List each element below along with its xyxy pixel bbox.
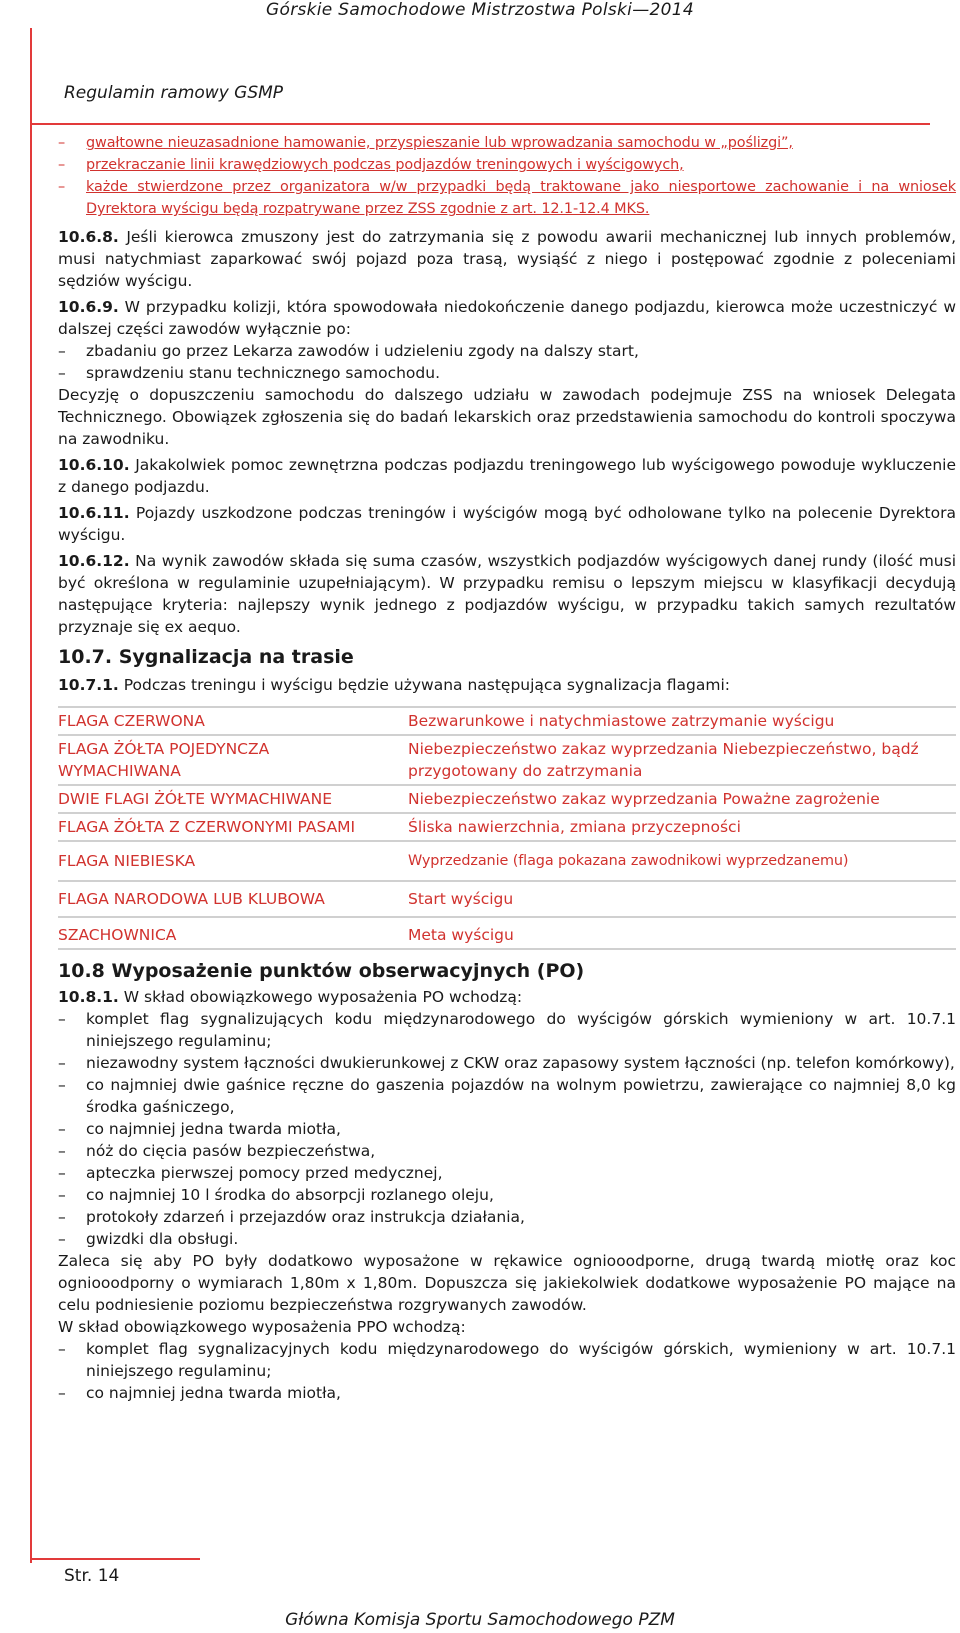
list-item-text: każde stwierdzone przez organizatora w/w przypadki będą traktowane jako niesportowe zachowanie i na wniosek Dyrektora wyścigu będą rozpatrywane przez ZSS zgodnie z art. 12.1-12.4 MKS.	[86, 179, 956, 217]
section-heading-10-7: 10.7. Sygnalizacja na trasie	[58, 646, 354, 668]
list-item-text: komplet flag sygnalizacyjnych kodu międzynarodowego do wyścigów górskich, wymieniony w art. 10.7.1 niniejszego regulaminu;	[86, 1340, 956, 1380]
list-item-text: apteczka pierwszej pomocy przed medycznej,	[86, 1164, 443, 1182]
paragraph-decision: Decyzję o dopuszczeniu samochodu do dalszego udziału w zawodach podejmuje ZSS na wniosek Delegata Technicznego. Obowiązek zgłoszenia się do badań lekarskich oraz przedstawienia samochodu do kontroli spoczywa na zawodniku.	[58, 386, 956, 448]
list-item-text: gwałtowne nieuzasadnione hamowanie, przyspieszanie lub wprowadzania samochodu w „poślizgi”,	[86, 135, 793, 151]
flag-meaning-cell: Meta wyścigu	[398, 916, 956, 950]
flag-meaning-cell: Niebezpieczeństwo zakaz wyprzedzania Poważne zagrożenie	[398, 784, 956, 812]
dash-bullet: –	[58, 1076, 66, 1094]
paragraph-text: Jakakolwiek pomoc zewnętrzna podczas podjazdu treningowego lub wyścigowego powoduje wykluczenie z danego podjazdu.	[58, 456, 956, 496]
paragraph-text: Na wynik zawodów składa się suma czasów, wszystkich podjazdów wyścigowych danej rundy (ilość musi być określona w regulaminie uzupełniającym). W przypadku remisu o lepszym miejscu w klasyfikacji decydują następujące kryteria: najlepszy wynik jednego z podjazdów wyścigu, w przypadku takich samych rezultatów przyznaje się ex aequo.	[58, 552, 956, 636]
flag-meaning-cell: Śliska nawierzchnia, zmiana przyczepności	[398, 812, 956, 840]
list-item	[58, 340, 956, 362]
list-item	[58, 176, 956, 220]
dash-bullet: –	[58, 1010, 66, 1028]
dash-bullet: –	[58, 1340, 66, 1358]
article-number: 10.6.8.	[58, 228, 119, 246]
page-number: Str. 14	[64, 1566, 120, 1586]
paragraph-10-8-1	[58, 986, 956, 1008]
list-item-text: co najmniej 10 l środka do absorpcji rozlanego oleju,	[86, 1186, 494, 1204]
paragraph-10-6-10	[58, 454, 956, 498]
dash-bullet: –	[58, 1142, 66, 1160]
paragraph-text: Pojazdy uszkodzone podczas treningów i wyścigów mogą być odholowane tylko na polecenie Dyrektora wyścigu.	[58, 504, 956, 544]
paragraph-text: W przypadku kolizji, która spowodowała niedokończenie danego podjazdu, kierowca może uczestniczyć w dalszej części zawodów wyłącznie po:	[58, 298, 956, 338]
header-rule	[30, 123, 930, 125]
paragraph-recommendation: Zaleca się aby PO były dodatkowo wyposażone w rękawice ogniooodporne, drugą twardą miotłę oraz koc ogniooodporny o wymiarach 1,80m x 1,80m. Dopuszcza się jakiekolwiek dodatkowe wyposażenie PO mające na celu podniesienie poziomu bezpieczeństwa rozgrywanych zawodów.	[58, 1252, 956, 1314]
list-item	[58, 1206, 956, 1228]
dash-bullet: –	[58, 179, 66, 195]
list-item	[58, 1074, 956, 1118]
article-number: 10.6.11.	[58, 504, 130, 522]
flag-meaning-cell: Start wyścigu	[398, 880, 956, 916]
dash-bullet: –	[58, 1230, 66, 1248]
header-subtitle: Regulamin ramowy GSMP	[64, 83, 284, 103]
flag-name-cell: FLAGA NARODOWA LUB KLUBOWA	[58, 880, 398, 916]
list-item-text: sprawdzeniu stanu technicznego samochodu.	[86, 364, 441, 382]
flag-name-cell: FLAGA ŻÓŁTA POJEDYNCZA WYMACHIWANA	[58, 734, 398, 784]
list-item-text: co najmniej dwie gaśnice ręczne do gaszenia pojazdów na wolnym powietrzu, zawierające co najmniej 8,0 kg środka gaśniczego,	[86, 1076, 956, 1116]
list-item-text: przekraczanie linii krawędziowych podczas podjazdów treningowych i wyścigowych,	[86, 157, 684, 173]
paragraph-text: Podczas treningu i wyścigu będzie używana następująca sygnalizacja flagami:	[118, 676, 731, 694]
flag-meaning-cell: Bezwarunkowe i natychmiastowe zatrzymanie wyścigu	[398, 706, 956, 734]
article-number: 10.6.12.	[58, 552, 130, 570]
dash-bullet: –	[58, 157, 66, 173]
paragraph-10-6-11	[58, 502, 956, 546]
flag-meaning-cell: Niebezpieczeństwo zakaz wyprzedzania Niebezpieczeństwo, bądź przygotowany do zatrzymania	[398, 734, 956, 784]
margin-rule	[30, 28, 32, 1563]
list-item-text: co najmniej jedna twarda miotła,	[86, 1384, 341, 1402]
table-row	[58, 784, 956, 812]
article-number: 10.6.10.	[58, 456, 130, 474]
table-row	[58, 916, 956, 950]
list-item-text: niezawodny system łączności dwukierunkowej z CKW oraz zapasowy system łączności (np. telefon komórkowy),	[86, 1054, 955, 1072]
list-item-text: co najmniej jedna twarda miotła,	[86, 1120, 341, 1138]
footer-organization: Główna Komisja Sportu Samochodowego PZM	[285, 1610, 675, 1630]
table-row	[58, 706, 956, 734]
article-number: 10.6.9.	[58, 298, 119, 316]
paragraph-10-6-8	[58, 226, 956, 292]
list-item	[58, 1140, 956, 1162]
list-item	[58, 1228, 956, 1250]
list-item	[58, 132, 956, 154]
dash-bullet: –	[58, 1208, 66, 1226]
flags-table	[58, 706, 956, 950]
list-item-text: protokoły zdarzeń i przejazdów oraz instrukcja działania,	[86, 1208, 525, 1226]
flag-name-cell: DWIE FLAGI ŻÓŁTE WYMACHIWANE	[58, 784, 398, 812]
flag-name-cell: FLAGA NIEBIESKA	[58, 840, 398, 880]
list-item-text: nóż do cięcia pasów bezpieczeństwa,	[86, 1142, 376, 1160]
list-item	[58, 1338, 956, 1382]
paragraph-text: Jeśli kierowca zmuszony jest do zatrzymania się z powodu awarii mechanicznej lub innych problemów, musi natychmiast zaparkować swój pojazd poza trasą, wysiąść z niego i postępować zgodnie z poleceniami sędziów wyścigu.	[58, 228, 956, 290]
list-item-text: zbadaniu go przez Lekarza zawodów i udzieleniu zgody na dalszy start,	[86, 342, 639, 360]
flag-name-cell: FLAGA CZERWONA	[58, 706, 398, 734]
table-row	[58, 812, 956, 840]
page-content	[58, 132, 956, 1404]
table-row	[58, 734, 956, 784]
dash-bullet: –	[58, 1164, 66, 1182]
list-item	[58, 1382, 956, 1404]
article-number: 10.7.1.	[58, 676, 119, 694]
paragraph-10-6-12	[58, 550, 956, 638]
flag-name-cell: FLAGA ŻÓŁTA Z CZERWONYMI PASAMI	[58, 812, 398, 840]
header-title: Górskie Samochodowe Mistrzostwa Polski—2014	[266, 0, 694, 20]
dash-bullet: –	[58, 364, 66, 382]
list-item	[58, 1118, 956, 1140]
paragraph-text: W skład obowiązkowego wyposażenia PO wchodzą:	[118, 988, 523, 1006]
dash-bullet: –	[58, 342, 66, 360]
dash-bullet: –	[58, 1054, 66, 1072]
dash-bullet: –	[58, 1384, 66, 1402]
paragraph-10-7-1	[58, 674, 956, 696]
dash-bullet: –	[58, 135, 66, 151]
article-number: 10.8.1.	[58, 988, 119, 1006]
list-item	[58, 1184, 956, 1206]
list-item	[58, 1008, 956, 1052]
flag-meaning-cell: Wyprzedzanie (flaga pokazana zawodnikowi wyprzedzanemu)	[398, 840, 956, 880]
dash-bullet: –	[58, 1120, 66, 1138]
list-item	[58, 362, 956, 384]
list-item-text: komplet flag sygnalizujących kodu międzynarodowego do wyścigów górskich wymieniony w art. 10.7.1 niniejszego regulaminu;	[86, 1010, 956, 1050]
list-item	[58, 1052, 956, 1074]
flag-name-cell: SZACHOWNICA	[58, 916, 398, 950]
paragraph-10-6-9	[58, 296, 956, 340]
list-item	[58, 1162, 956, 1184]
paragraph-ppo: W skład obowiązkowego wyposażenia PPO wchodzą:	[58, 1318, 466, 1336]
dash-bullet: –	[58, 1186, 66, 1204]
table-row	[58, 840, 956, 880]
list-item	[58, 154, 956, 176]
list-item-text: gwizdki dla obsługi.	[86, 1230, 239, 1248]
footer-rule	[30, 1558, 200, 1560]
table-row	[58, 880, 956, 916]
section-heading-10-8: 10.8 Wyposażenie punktów obserwacyjnych (PO)	[58, 960, 585, 982]
